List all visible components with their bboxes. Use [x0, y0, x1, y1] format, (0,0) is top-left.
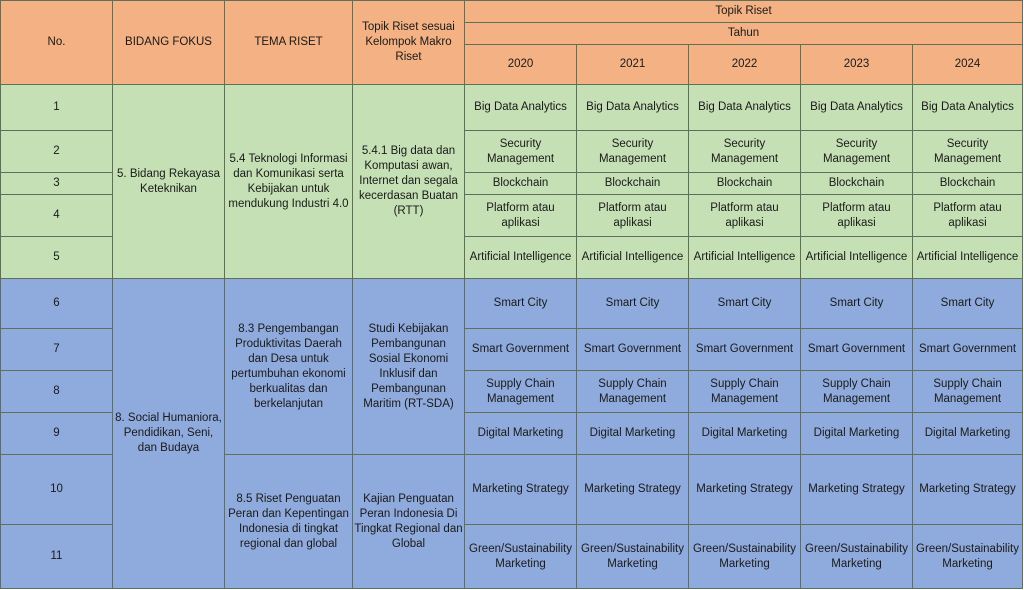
topic-cell-2023: Artificial Intelligence: [801, 237, 913, 279]
header-year-2021: 2021: [577, 45, 689, 85]
table-header: [1, 1, 1023, 85]
row-number: 1: [1, 85, 113, 131]
topic-cell-2021: Supply Chain Management: [577, 371, 689, 413]
topic-cell-2023: Big Data Analytics: [801, 85, 913, 131]
topic-cell-2020: Supply Chain Management: [465, 371, 577, 413]
row-number: 11: [1, 525, 113, 589]
topic-cell-2023: Security Management: [801, 131, 913, 173]
topic-cell-2024: Smart Government: [913, 329, 1023, 371]
topic-cell-2021: Digital Marketing: [577, 413, 689, 455]
topic-cell-2023: Smart City: [801, 279, 913, 329]
topic-cell-2021: Artificial Intelligence: [577, 237, 689, 279]
topic-cell-2023: Digital Marketing: [801, 413, 913, 455]
topic-cell-2021: Marketing Strategy: [577, 455, 689, 525]
topic-cell-2022: Security Management: [689, 131, 801, 173]
tema-riset-cell: 8.5 Riset Penguatan Peran dan Kepentingan Indonesia di tingkat regional dan global: [225, 455, 353, 589]
header-topik-makro: Topik Riset sesuai Kelompok Makro Riset: [353, 1, 465, 85]
topic-cell-2021: Blockchain: [577, 173, 689, 195]
topic-cell-2023: Supply Chain Management: [801, 371, 913, 413]
bidang-fokus-cell: 8. Social Humaniora, Pendidikan, Seni, dan Budaya: [113, 279, 225, 589]
topic-cell-2022: Digital Marketing: [689, 413, 801, 455]
topic-cell-2024: Blockchain: [913, 173, 1023, 195]
topic-cell-2021: Smart Government: [577, 329, 689, 371]
header-bidang-fokus: BIDANG FOKUS: [113, 1, 225, 85]
header-topik-riset: Topik Riset: [465, 1, 1023, 23]
header-tahun: Tahun: [465, 23, 1023, 45]
topic-cell-2022: Artificial Intelligence: [689, 237, 801, 279]
header-year-2020: 2020: [465, 45, 577, 85]
topic-cell-2023: Blockchain: [801, 173, 913, 195]
topic-cell-2020: Security Management: [465, 131, 577, 173]
topic-cell-2021: Green/Sustainability Marketing: [577, 525, 689, 589]
header-year-2023: 2023: [801, 45, 913, 85]
row-number: 8: [1, 371, 113, 413]
topik-makro-cell: 5.4.1 Big data dan Komputasi awan, Internet dan segala kecerdasan Buatan (RTT): [353, 85, 465, 279]
table-row: [1, 279, 1023, 329]
topic-cell-2023: Marketing Strategy: [801, 455, 913, 525]
topic-cell-2020: Marketing Strategy: [465, 455, 577, 525]
row-number: 10: [1, 455, 113, 525]
topik-makro-cell: Kajian Penguatan Peran Indonesia Di Tingkat Regional dan Global: [353, 455, 465, 589]
topic-cell-2022: Blockchain: [689, 173, 801, 195]
row-number: 6: [1, 279, 113, 329]
topic-cell-2022: Platform atau aplikasi: [689, 195, 801, 237]
topic-cell-2023: Green/Sustainability Marketing: [801, 525, 913, 589]
topic-cell-2024: Platform atau aplikasi: [913, 195, 1023, 237]
topic-cell-2020: Smart City: [465, 279, 577, 329]
tema-riset-cell: 5.4 Teknologi Informasi dan Komunikasi serta Kebijakan untuk mendukung Industri 4.0: [225, 85, 353, 279]
header-no: No.: [1, 1, 113, 85]
topic-cell-2021: Smart City: [577, 279, 689, 329]
topic-cell-2024: Digital Marketing: [913, 413, 1023, 455]
topik-makro-cell: Studi Kebijakan Pembangunan Sosial Ekonomi Inklusif dan Pembangunan Maritim (RT-SDA): [353, 279, 465, 455]
row-number: 3: [1, 173, 113, 195]
row-number: 5: [1, 237, 113, 279]
topic-cell-2022: Big Data Analytics: [689, 85, 801, 131]
topic-cell-2020: Platform atau aplikasi: [465, 195, 577, 237]
topic-cell-2020: Big Data Analytics: [465, 85, 577, 131]
topic-cell-2023: Platform atau aplikasi: [801, 195, 913, 237]
topic-cell-2022: Green/Sustainability Marketing: [689, 525, 801, 589]
table-body: [1, 85, 1023, 589]
topic-cell-2022: Smart Government: [689, 329, 801, 371]
topic-cell-2024: Supply Chain Management: [913, 371, 1023, 413]
row-number: 7: [1, 329, 113, 371]
topic-cell-2022: Smart City: [689, 279, 801, 329]
row-number: 2: [1, 131, 113, 173]
topic-cell-2024: Big Data Analytics: [913, 85, 1023, 131]
topic-cell-2024: Green/Sustainability Marketing: [913, 525, 1023, 589]
table-row: [1, 85, 1023, 131]
topic-cell-2020: Artificial Intelligence: [465, 237, 577, 279]
topic-cell-2024: Artificial Intelligence: [913, 237, 1023, 279]
row-number: 9: [1, 413, 113, 455]
bidang-fokus-cell: 5. Bidang Rekayasa Keteknikan: [113, 85, 225, 279]
header-year-2024: 2024: [913, 45, 1023, 85]
topic-cell-2024: Smart City: [913, 279, 1023, 329]
topic-cell-2023: Smart Government: [801, 329, 913, 371]
topic-cell-2021: Platform atau aplikasi: [577, 195, 689, 237]
topic-cell-2024: Security Management: [913, 131, 1023, 173]
topic-cell-2021: Big Data Analytics: [577, 85, 689, 131]
topic-cell-2020: Blockchain: [465, 173, 577, 195]
topic-cell-2024: Marketing Strategy: [913, 455, 1023, 525]
topic-cell-2020: Green/Sustainability Marketing: [465, 525, 577, 589]
row-number: 4: [1, 195, 113, 237]
tema-riset-cell: 8.3 Pengembangan Produktivitas Daerah dan Desa untuk pertumbuhan ekonomi berkualitas dan berkelanjutan: [225, 279, 353, 455]
topic-cell-2022: Marketing Strategy: [689, 455, 801, 525]
header-year-2022: 2022: [689, 45, 801, 85]
topic-cell-2020: Digital Marketing: [465, 413, 577, 455]
topic-cell-2022: Supply Chain Management: [689, 371, 801, 413]
topic-cell-2021: Security Management: [577, 131, 689, 173]
topic-cell-2020: Smart Government: [465, 329, 577, 371]
header-tema-riset: TEMA RISET: [225, 1, 353, 85]
